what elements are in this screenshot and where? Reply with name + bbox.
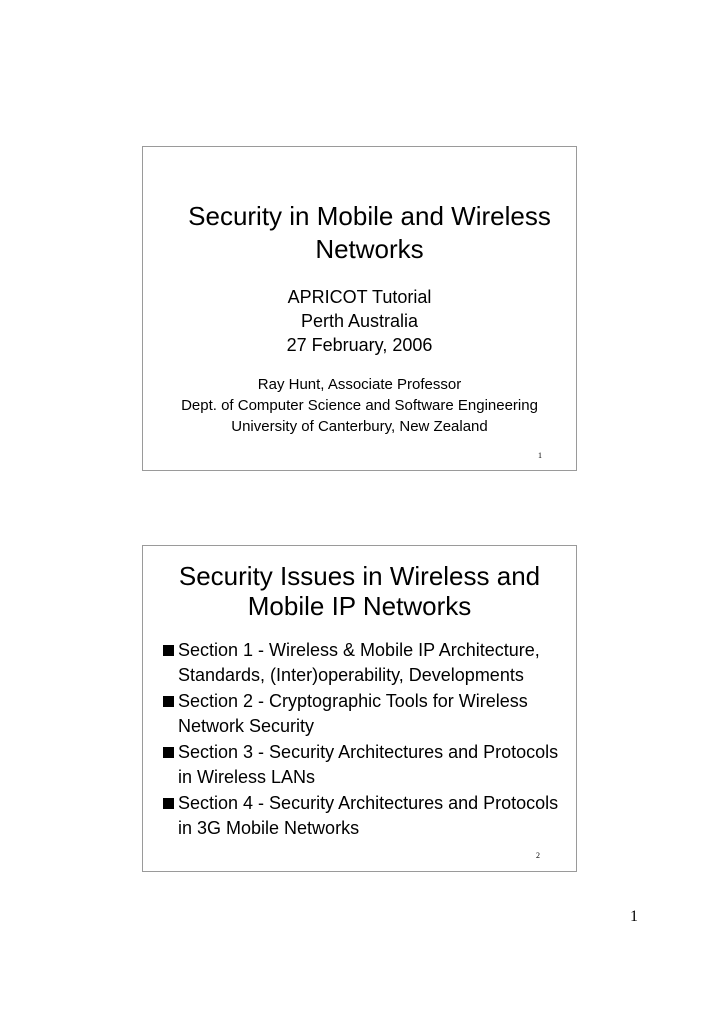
author-university: University of Canterbury, New Zealand: [231, 418, 488, 435]
slide-2-title: [143, 561, 576, 621]
slide-2-number: 2: [536, 851, 540, 860]
list-item-text: Section 2 - Cryptographic Tools for Wireless Network Security: [178, 691, 528, 736]
square-bullet-icon: [163, 645, 174, 656]
slide-2: [142, 545, 577, 872]
slide-1: [142, 146, 577, 471]
list-item-text: Section 3 - Security Architectures and Protocols in Wireless LANs: [178, 742, 559, 787]
author-name: Ray Hunt, Associate Professor: [257, 376, 462, 393]
square-bullet-icon: [163, 798, 174, 809]
square-bullet-icon: [163, 696, 174, 707]
section-list: [163, 638, 573, 842]
list-item: [163, 791, 573, 841]
slide-1-subtitle: [143, 285, 576, 357]
list-item: [163, 740, 573, 790]
tutorial-name: APRICOT Tutorial: [287, 287, 432, 307]
slide-2-title-line-2: Mobile IP Networks: [247, 591, 472, 621]
list-item: [163, 638, 573, 688]
tutorial-location: Perth Australia: [300, 311, 419, 331]
author-department: Dept. of Computer Science and Software Engineering: [181, 397, 538, 414]
tutorial-date: 27 February, 2006: [286, 335, 433, 355]
slide-1-title-line-2: Networks: [315, 234, 424, 264]
slide-1-title-line-1: Security in Mobile and Wireless: [188, 201, 551, 231]
slide-2-title-line-1: Security Issues in Wireless and: [178, 561, 541, 591]
page-number: 1: [630, 908, 638, 925]
slide-1-author-block: [143, 374, 576, 437]
list-item-text: Section 1 - Wireless & Mobile IP Architecture, Standards, (Inter)operability, Developments: [178, 640, 540, 685]
slide-1-number: 1: [538, 451, 542, 460]
list-item: [163, 689, 573, 739]
square-bullet-icon: [163, 747, 174, 758]
list-item-text: Section 4 - Security Architectures and Protocols in 3G Mobile Networks: [178, 793, 559, 838]
slide-1-title: [143, 200, 576, 266]
